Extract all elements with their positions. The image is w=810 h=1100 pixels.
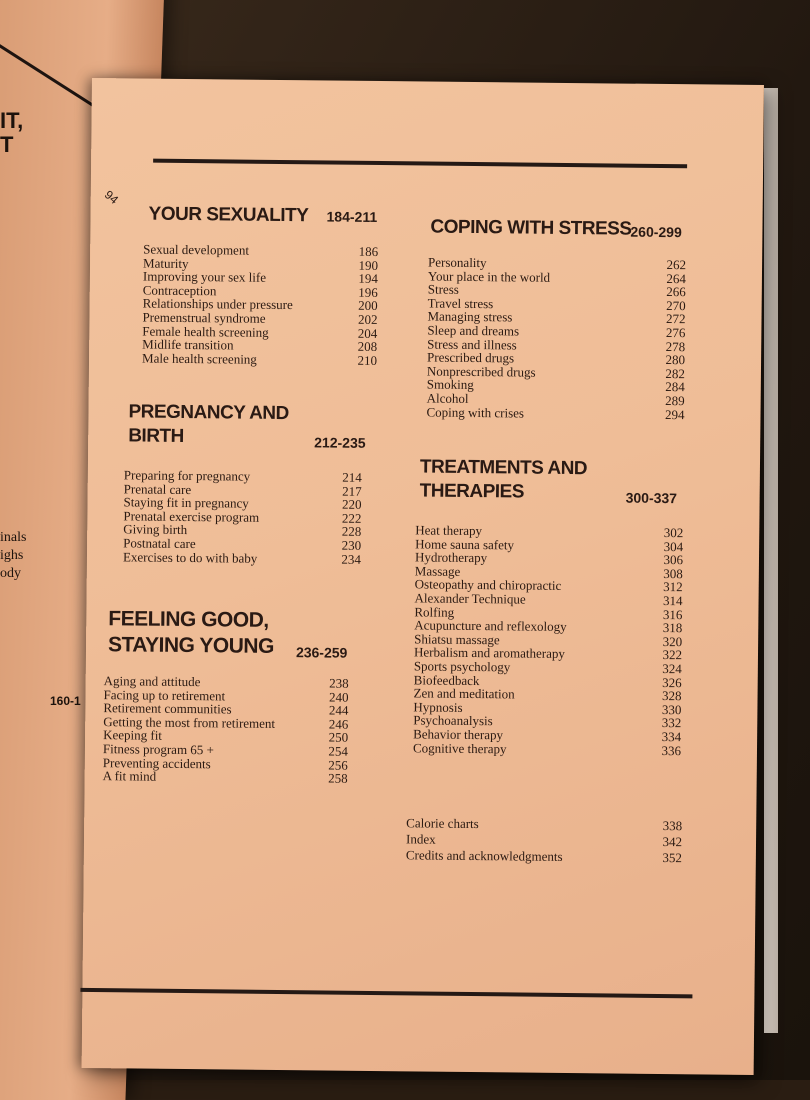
entry-page: 234 xyxy=(341,551,362,567)
entry-page: 246 xyxy=(328,716,349,732)
entry-page: 214 xyxy=(342,469,362,485)
entry-label: Female health screening xyxy=(142,323,269,340)
entry-page: 254 xyxy=(328,743,349,759)
entry-page: 306 xyxy=(663,552,684,568)
entry-label: Sports psychology xyxy=(413,658,511,675)
entry-label: Preparing for pregnancy xyxy=(123,467,251,484)
entry-page: 244 xyxy=(328,702,349,718)
entry-list xyxy=(426,256,686,422)
entry-label: Calorie charts xyxy=(406,815,479,832)
entry-label: Male health screening xyxy=(141,350,257,367)
entry-page: 326 xyxy=(662,674,682,690)
section-treatments-and-therapies xyxy=(412,455,700,758)
entry-label: Travel stress xyxy=(427,295,494,311)
left-fragment-5: ody xyxy=(0,566,21,581)
entry-page: 316 xyxy=(662,606,683,622)
entry-page: 278 xyxy=(665,338,686,354)
entry-page: 194 xyxy=(358,270,378,287)
entry-label: Staying fit in pregnancy xyxy=(123,494,249,511)
entry-label: Zen and meditation xyxy=(413,685,515,702)
entry-label: Prenatal exercise program xyxy=(123,508,260,525)
entry-label: Shiatsu massage xyxy=(414,631,500,648)
entry-page: 312 xyxy=(663,579,683,595)
entry-label: Herbalism and aromatherapy xyxy=(413,644,565,662)
entry-page: 322 xyxy=(662,647,683,663)
entry-label: A fit mind xyxy=(102,768,157,784)
entry-label: Retirement communities xyxy=(103,700,232,717)
entry-page: 186 xyxy=(358,243,379,260)
entry-label: Sleep and dreams xyxy=(427,322,520,339)
left-fragment-6: 160-1 xyxy=(50,694,81,708)
list-item xyxy=(414,591,682,607)
entry-page: 352 xyxy=(662,850,682,866)
entry-page: 204 xyxy=(357,325,378,341)
section-title: YOUR SEXUALITY xyxy=(148,203,309,227)
list-item xyxy=(426,405,684,421)
entry-label: Maturity xyxy=(142,255,189,271)
entry-page: 324 xyxy=(662,660,682,677)
entry-page: 190 xyxy=(358,257,379,273)
entry-page: 272 xyxy=(665,311,686,327)
entry-page: 256 xyxy=(328,757,348,773)
section-title: PREGNANCY AND BIRTH xyxy=(128,401,289,447)
entry-label: Nonprescribed drugs xyxy=(426,363,536,380)
entry-label: Your place in the world xyxy=(427,268,551,285)
entry-page: 318 xyxy=(662,620,683,636)
entry-label: Psychoanalysis xyxy=(413,712,493,729)
entry-label: Giving birth xyxy=(123,521,188,538)
entry-page: 338 xyxy=(662,818,683,834)
entry-page: 250 xyxy=(328,729,349,746)
entry-page: 334 xyxy=(661,728,682,745)
list-item xyxy=(406,815,682,834)
entry-page: 266 xyxy=(666,284,686,300)
left-fragment-1: IT, xyxy=(0,108,24,133)
section-coping-with-stress xyxy=(426,216,700,422)
entry-page: 262 xyxy=(666,257,687,273)
list-item xyxy=(103,769,348,785)
entry-label: Massage xyxy=(414,563,461,579)
entry-page: 258 xyxy=(328,770,348,786)
entry-label: Keeping fit xyxy=(103,727,163,744)
entry-label: Contraception xyxy=(142,282,217,299)
entry-page: 302 xyxy=(663,525,684,541)
entry-page: 304 xyxy=(663,538,684,554)
entry-list xyxy=(123,468,362,566)
section-page-range: 260-299 xyxy=(630,223,682,241)
entry-label: Aging and attitude xyxy=(103,673,201,690)
list-item xyxy=(142,351,377,367)
section-feeling-good-staying-young xyxy=(102,606,369,786)
left-fragment-3: inals xyxy=(0,530,27,545)
section-title: TREATMENTS AND THERAPIES xyxy=(419,456,588,503)
entry-label: Improving your sex life xyxy=(142,268,267,286)
section-page-range: 212-235 xyxy=(314,434,366,451)
entry-page: 308 xyxy=(663,565,683,581)
entry-page: 282 xyxy=(665,365,686,381)
entry-page: 270 xyxy=(666,297,686,314)
left-page-rule xyxy=(0,30,102,112)
page-edge xyxy=(764,88,778,1033)
section-your-sexuality xyxy=(141,203,388,368)
entry-page: 220 xyxy=(341,496,362,513)
entry-label: Heat therapy xyxy=(415,522,483,539)
entry-label: Hydrotherapy xyxy=(414,549,488,566)
entry-label: Home sauna safety xyxy=(415,536,515,553)
entry-page: 222 xyxy=(341,510,362,526)
entry-page: 230 xyxy=(341,537,362,553)
entry-label: Stress xyxy=(427,281,459,298)
list-item xyxy=(428,269,686,285)
handwritten-mark: 94 xyxy=(101,187,122,207)
section-page-range: 184-211 xyxy=(326,208,378,225)
entry-label: Fitness program 65 + xyxy=(102,741,215,758)
left-fragment-2: T xyxy=(0,132,14,157)
entry-label: Facing up to retirement xyxy=(103,686,226,704)
entry-page: 240 xyxy=(328,689,349,705)
bottom-rule xyxy=(80,988,692,998)
entry-label: Getting the most from retirement xyxy=(103,713,276,731)
entry-page: 217 xyxy=(342,483,362,499)
entry-label: Credits and acknowledgments xyxy=(405,847,563,864)
entry-label: Biofeedback xyxy=(413,671,480,688)
entry-label: Behavior therapy xyxy=(413,726,504,743)
top-rule xyxy=(153,159,687,169)
entry-page: 342 xyxy=(662,834,683,850)
entry-page: 228 xyxy=(341,524,362,540)
entry-page: 280 xyxy=(665,352,686,368)
entry-list xyxy=(103,674,349,785)
entry-page: 289 xyxy=(665,392,685,409)
entry-label: Exercises to do with baby xyxy=(122,548,258,566)
entry-label: Midlife transition xyxy=(142,336,234,353)
entry-page: 330 xyxy=(661,701,682,717)
entry-page: 294 xyxy=(664,406,685,422)
entry-label: Cognitive therapy xyxy=(412,739,507,756)
entry-page: 238 xyxy=(329,675,349,691)
entry-page: 332 xyxy=(661,715,682,731)
entry-label: Alcohol xyxy=(426,390,469,406)
entry-label: Personality xyxy=(428,254,487,271)
entry-page: 200 xyxy=(358,298,378,314)
section-back-matter xyxy=(405,815,686,866)
entry-page: 202 xyxy=(357,311,378,327)
entry-page: 210 xyxy=(357,352,378,368)
entry-page: 284 xyxy=(665,379,685,395)
entry-label: Rolfing xyxy=(414,603,455,620)
left-fragment-4: ighs xyxy=(0,548,24,563)
entry-label: Preventing accidents xyxy=(102,754,211,771)
list-item xyxy=(413,741,681,757)
entry-page: 336 xyxy=(661,742,682,758)
entry-label: Premenstrual syndrome xyxy=(142,309,266,326)
entry-label: Managing stress xyxy=(427,308,513,325)
entry-page: 320 xyxy=(662,633,683,649)
entry-page: 276 xyxy=(665,324,686,341)
entry-label: Coping with crises xyxy=(426,404,525,421)
entry-label: Index xyxy=(405,831,436,847)
section-page-range: 300-337 xyxy=(625,489,678,507)
entry-page: 314 xyxy=(662,592,683,609)
section-title: COPING WITH STRESS xyxy=(430,216,632,240)
entry-label: Stress and illness xyxy=(427,336,517,353)
entry-label: Relationships under pressure xyxy=(142,295,293,313)
entry-list xyxy=(142,243,378,368)
entry-label: Hypnosis xyxy=(413,699,463,715)
entry-label: Osteopathy and chiropractic xyxy=(414,576,562,594)
entry-label: Prenatal care xyxy=(123,480,192,497)
section-pregnancy-and-birth xyxy=(122,400,368,567)
entry-label: Smoking xyxy=(426,376,474,393)
section-title: FEELING GOOD, STAYING YOUNG xyxy=(107,607,275,658)
entry-list xyxy=(406,815,682,866)
list-item xyxy=(123,550,361,566)
entry-label: Acupuncture and reflexology xyxy=(414,617,567,635)
entry-list xyxy=(413,523,683,757)
contents-page xyxy=(82,78,764,1075)
entry-page: 208 xyxy=(357,338,378,355)
entry-label: Sexual development xyxy=(143,241,250,258)
section-page-range: 236-259 xyxy=(295,644,348,661)
entry-label: Postnatal care xyxy=(123,535,196,552)
entry-label: Alexander Technique xyxy=(414,590,526,607)
entry-page: 328 xyxy=(661,688,682,704)
list-item xyxy=(406,847,682,866)
entry-label: Prescribed drugs xyxy=(427,349,515,366)
entry-page: 264 xyxy=(666,270,687,286)
entry-page: 196 xyxy=(358,284,378,300)
